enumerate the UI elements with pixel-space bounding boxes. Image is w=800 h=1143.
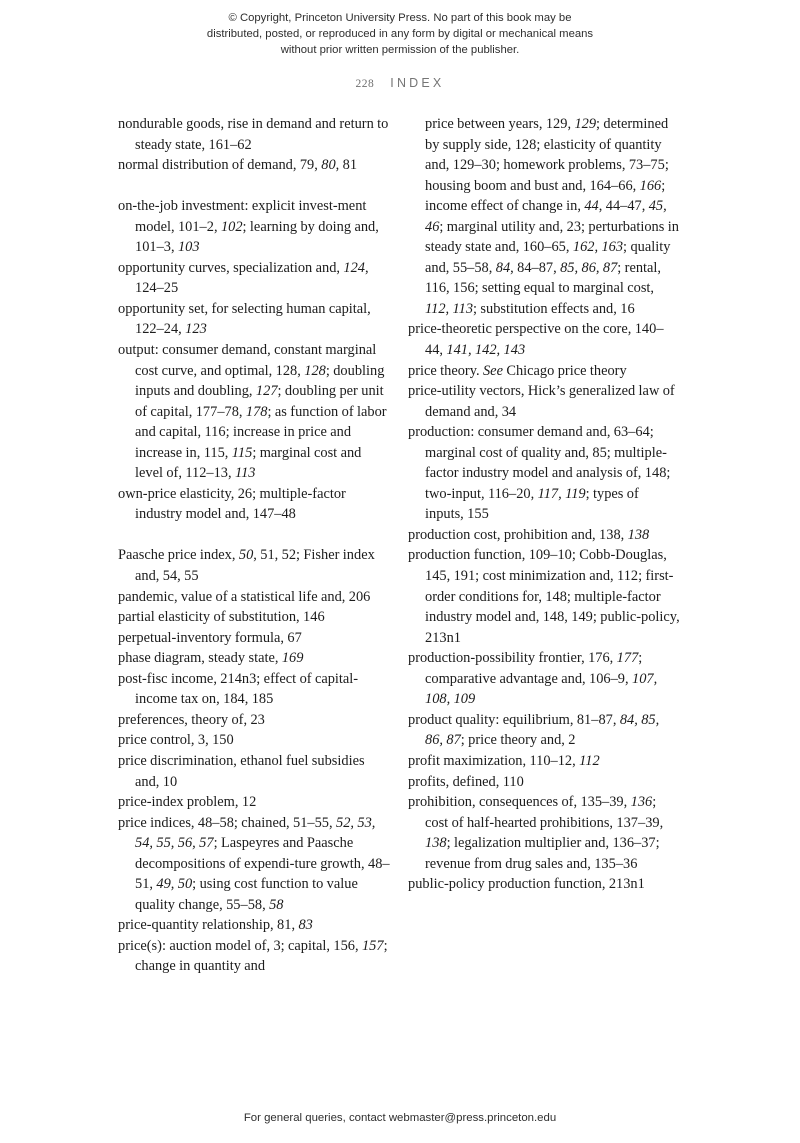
index-column-left bbox=[118, 114, 390, 977]
index-entry: pandemic, value of a statistical life and, 206 bbox=[118, 588, 371, 605]
index-entry: normal distribution of demand, 79, 80, 81 bbox=[118, 157, 358, 174]
index-entry: price-quantity relationship, 81, 83 bbox=[118, 917, 313, 934]
page-footer bbox=[0, 1112, 800, 1124]
index-entry: output: consumer demand, constant marginal cost curve, and optimal, 128, 128; doubling inputs and doubling, 127; doubling per unit of capital, 177–78, 178; as function of labor and capital, 116; increase in price and increase in, 115, 115; marginal cost and level of, 112–13, 113 bbox=[118, 342, 387, 482]
index-entry: phase diagram, steady state, 169 bbox=[118, 650, 304, 667]
index-entry: on-the-job investment: explicit invest-ment model, 101–2, 102; learning by doing and, 101–3, 103 bbox=[118, 198, 379, 256]
index-entry: price(s): auction model of, 3; capital, 156, 157; change in quantity and bbox=[118, 937, 388, 975]
index-entry-continuation: price between years, 129, 129; determined by supply side, 128; elasticity of quantity and, 129–30; homework problems, 73–75; housing boom and bust and, 164–66, 166; income effect of change in, 44, 44–47, 45, 46; marginal utility and, 23; perturbations in steady state and, 160–65, 162, 163; quality and, 55–58, 84, 84–87, 85, 86, 87; rental, 116, 156; setting equal to marginal cost, 112, 113; substitution effects and, 16 bbox=[425, 116, 679, 317]
index-entry: price discrimination, ethanol fuel subsidies and, 10 bbox=[118, 752, 365, 790]
index-entry: price-utility vectors, Hick’s generalized law of demand and, 34 bbox=[408, 383, 675, 420]
index-entry: product quality: equilibrium, 81–87, 84, 85, 86, 87; price theory and, 2 bbox=[408, 711, 660, 749]
letter-section-gap bbox=[118, 176, 390, 197]
index-entry: post-fisc income, 214n3; effect of capital-income tax on, 184, 185 bbox=[118, 670, 359, 708]
index-entry: production function, 109–10; Cobb-Douglas, 145, 191; cost minimization and, 112; first-order conditions for, 148; multiple-factor industry model and, 148, 149; public-policy, 213n1 bbox=[408, 547, 680, 646]
index-entry: Paasche price index, 50, 51, 52; Fisher index and, 54, 55 bbox=[118, 547, 375, 585]
index-entry: price theory. See Chicago price theory bbox=[408, 362, 627, 379]
index-entry: partial elasticity of substitution, 146 bbox=[118, 609, 325, 626]
index-entry: price-index problem, 12 bbox=[118, 794, 257, 811]
index-entry: opportunity set, for selecting human capital, 122–24, 123 bbox=[118, 300, 371, 338]
index-entry: prohibition, consequences of, 135–39, 136; cost of half-hearted prohibitions, 137–39, 138; legalization multiplier and, 136–37; revenue from drug sales and, 135–36 bbox=[408, 794, 664, 872]
copyright-notice-text: © Copyright, Princeton University Press. No part of this book may be distributed, posted, or reproduced in any form by digital or mechanical means without prior written permission of the publisher. bbox=[206, 12, 594, 57]
index-entry: profit maximization, 110–12, 112 bbox=[408, 752, 600, 769]
index-entry: price-theoretic perspective on the core, 140–44, 141, 142, 143 bbox=[408, 321, 664, 359]
index-entry: production: consumer demand and, 63–64; marginal cost of quality and, 85; multiple-factor industry model and analysis of, 148; two-input, 116–20, 117, 119; types of inputs, 155 bbox=[408, 424, 671, 523]
index-body bbox=[118, 114, 690, 1054]
running-head-title: INDEX bbox=[390, 76, 445, 90]
copyright-notice bbox=[0, 10, 800, 59]
index-entry: price indices, 48–58; chained, 51–55, 52, 53, 54, 55, 56, 57; Laspeyres and Paasche decompositions of expendi-ture growth, 48–51, 49, 50; using cost function to value quality change, 55–58, 58 bbox=[118, 814, 390, 913]
index-entry: nondurable goods, rise in demand and return to steady state, 161–62 bbox=[118, 116, 389, 153]
index-entry: production cost, prohibition and, 138, 138 bbox=[408, 526, 650, 543]
index-entry: profits, defined, 110 bbox=[408, 773, 524, 790]
index-entry: own-price elasticity, 26; multiple-factor industry model and, 147–48 bbox=[118, 485, 346, 523]
index-entry: preferences, theory of, 23 bbox=[118, 711, 265, 728]
index-entry: opportunity curves, specialization and, 124, 124–25 bbox=[118, 259, 369, 297]
index-column-right bbox=[408, 114, 680, 895]
index-entry: public-policy production function, 213n1 bbox=[408, 876, 645, 893]
index-entry: perpetual-inventory formula, 67 bbox=[118, 629, 302, 646]
index-entry: price control, 3, 150 bbox=[118, 732, 234, 749]
index-entry: production-possibility frontier, 176, 177; comparative advantage and, 106–9, 107, 108, 109 bbox=[408, 650, 658, 708]
running-head bbox=[0, 74, 800, 92]
page-number: 228 bbox=[355, 78, 375, 90]
page-footer-text: For general queries, contact webmaster@press.princeton.edu bbox=[243, 1112, 557, 1124]
letter-section-gap bbox=[118, 525, 390, 546]
